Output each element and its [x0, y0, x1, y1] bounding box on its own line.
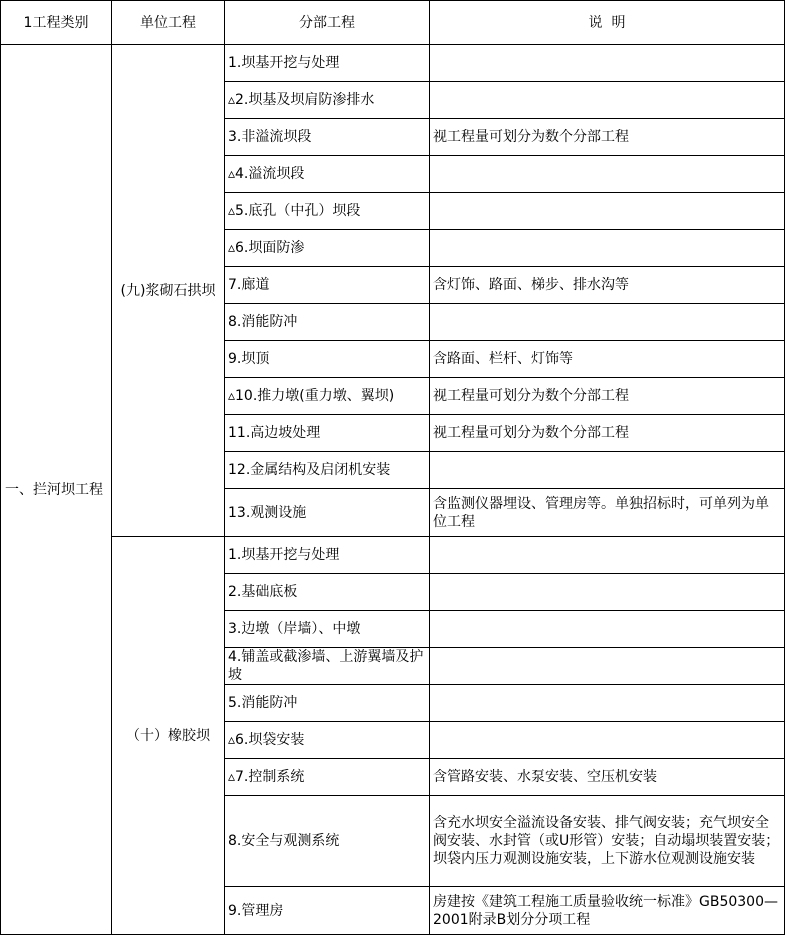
- subdivision-cell: 9.管理房: [225, 887, 430, 935]
- description-cell: 视工程量可划分为数个分部工程: [430, 119, 785, 156]
- subdivision-cell: 11.高边坡处理: [225, 415, 430, 452]
- subdivision-cell: ▵6.坝面防渗: [225, 230, 430, 267]
- subdivision-cell: 1.坝基开挖与处理: [225, 45, 430, 82]
- description-cell: 视工程量可划分为数个分部工程: [430, 378, 785, 415]
- subdivision-cell: 5.消能防冲: [225, 685, 430, 722]
- subdivision-cell: 1.坝基开挖与处理: [225, 537, 430, 574]
- description-cell: [430, 82, 785, 119]
- category-cell: 一、拦河坝工程: [1, 45, 112, 935]
- subdivision-cell: 3.非溢流坝段: [225, 119, 430, 156]
- header-row: [1, 1, 785, 45]
- subdivision-cell: ▵10.推力墩(重力墩、翼坝): [225, 378, 430, 415]
- subdivision-cell: ▵2.坝基及坝肩防渗排水: [225, 82, 430, 119]
- description-cell: [430, 304, 785, 341]
- description-cell: [430, 156, 785, 193]
- description-cell: [430, 574, 785, 611]
- table-row: [1, 45, 785, 82]
- subdivision-cell: ▵6.坝袋安装: [225, 722, 430, 759]
- description-cell: [430, 452, 785, 489]
- subdivision-cell: 7.廊道: [225, 267, 430, 304]
- description-cell: [430, 230, 785, 267]
- description-cell: 房建按《建筑工程施工质量验收统一标准》GB50300—2001附录B划分分项工程: [430, 887, 785, 935]
- subdivision-text: 4.铺盖或截渗墙、上游翼墙及护坡: [228, 649, 424, 683]
- subdivision-cell: [225, 648, 430, 685]
- header-unit: 单位工程: [112, 1, 225, 45]
- description-cell: 含监测仪器埋设、管理房等。单独招标时，可单列为单位工程: [430, 489, 785, 537]
- subdivision-cell: 3.边墩（岸墙）、中墩: [225, 611, 430, 648]
- table-row: [1, 537, 785, 574]
- description-cell: [430, 722, 785, 759]
- header-description: 说 明: [430, 1, 785, 45]
- subdivision-cell: 9.坝顶: [225, 341, 430, 378]
- unit-cell: （十）橡胶坝: [112, 537, 225, 935]
- subdivision-cell: 2.基础底板: [225, 574, 430, 611]
- description-cell: 含灯饰、路面、梯步、排水沟等: [430, 267, 785, 304]
- description-cell: [430, 685, 785, 722]
- description-cell: [430, 537, 785, 574]
- unit-cell: (九)浆砌石拱坝: [112, 45, 225, 537]
- subdivision-cell: ▵4.溢流坝段: [225, 156, 430, 193]
- description-cell: [430, 648, 785, 685]
- header-subdivision: 分部工程: [225, 1, 430, 45]
- description-cell: [430, 193, 785, 230]
- description-cell: 含充水坝安全溢流设备安装、排气阀安装；充气坝安全阀安装、水封管（或U形管）安装；自动塌坝装置安装；坝袋内压力观测设施安装，上下游水位观测设施安装: [430, 796, 785, 887]
- subdivision-cell: 8.消能防冲: [225, 304, 430, 341]
- description-cell: 视工程量可划分为数个分部工程: [430, 415, 785, 452]
- subdivision-cell: ▵5.底孔（中孔）坝段: [225, 193, 430, 230]
- subdivision-cell: 8.安全与观测系统: [225, 796, 430, 887]
- subdivision-cell: 12.金属结构及启闭机安装: [225, 452, 430, 489]
- description-cell: 含管路安装、水泵安装、空压机安装: [430, 759, 785, 796]
- description-cell: 含路面、栏杆、灯饰等: [430, 341, 785, 378]
- subdivision-cell: ▵7.控制系统: [225, 759, 430, 796]
- header-category: 1工程类别: [1, 1, 112, 45]
- description-cell: [430, 611, 785, 648]
- description-cell: [430, 45, 785, 82]
- subdivision-cell: 13.观测设施: [225, 489, 430, 537]
